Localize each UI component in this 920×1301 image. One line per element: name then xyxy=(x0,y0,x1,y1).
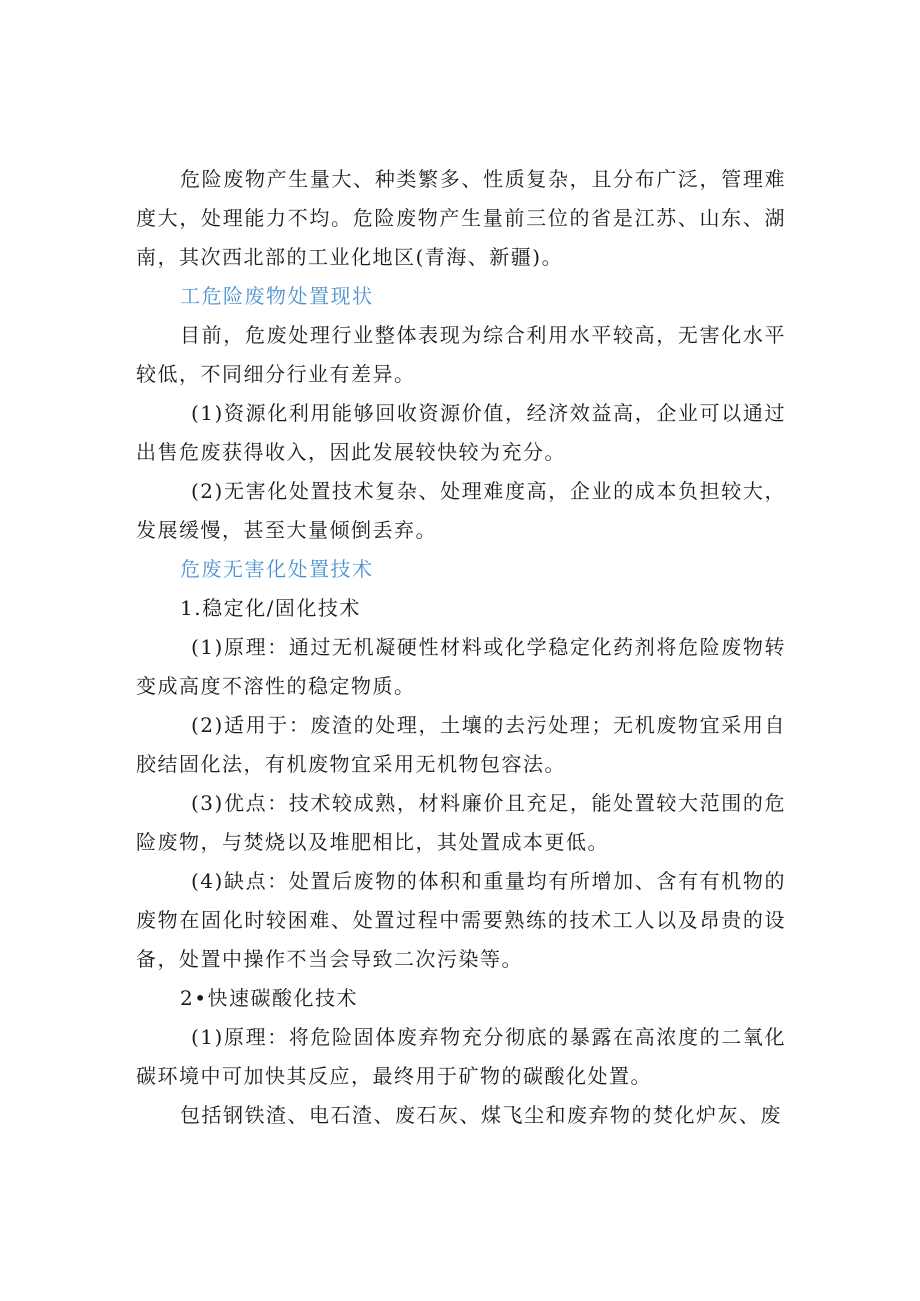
paragraph-applicable: (2)适用于：废渣的处理，土壤的去污处理；无机废物宜采用自胶结固化法，有机废物宜采用无机物包容法。 xyxy=(136,713,786,776)
paragraph-carbonation-principle: (1)原理：将危险固体废弃物充分彻底的暴露在高浓度的二氧化碳环境中可加快其反应，最终用于矿物的碳酸化处置。 xyxy=(136,1025,786,1088)
paragraph-harmless-disposal: (2)无害化处置技术复杂、处理难度高，企业的成本负担较大，发展缓慢，甚至大量倾倒丢弃。 xyxy=(136,479,786,542)
paragraph-intro: 危险废物产生量大、种类繁多、性质复杂，且分布广泛，管理难度大，处理能力不均。危险废物产生量前三位的省是江苏、山东、湖南，其次西北部的工业化地区(青海、新疆)。 xyxy=(136,167,786,269)
paragraph-includes: 包括钢铁渣、电石渣、废石灰、煤飞尘和废弃物的焚化炉灰、废 xyxy=(180,1103,782,1127)
section-heading-status: 工危险废物处置现状 xyxy=(180,284,374,308)
document-body xyxy=(136,160,786,1135)
paragraph-principle: (1)原理：通过无机凝硬性材料或化学稳定化药剂将危险废物转变成高度不溶性的稳定物质。 xyxy=(136,635,786,698)
subheading-stabilization: 1.稳定化/固化技术 xyxy=(180,596,361,620)
paragraph-disadvantages: (4)缺点：处置后废物的体积和重量均有所增加、含有有机物的废物在固化时较困难、处置过程中需要熟练的技术工人以及昂贵的设备，处置中操作不当会导致二次污染等。 xyxy=(136,869,786,971)
paragraph-resource-utilization: (1)资源化利用能够回收资源价值，经济效益高，企业可以通过出售危废获得收入，因此发展较快较为充分。 xyxy=(136,401,786,464)
paragraph-current: 目前，危废处理行业整体表现为综合利用水平较高，无害化水平较低，不同细分行业有差异。 xyxy=(136,323,786,386)
subheading-carbonation: 2•快速碳酸化技术 xyxy=(180,986,359,1010)
paragraph-advantages: (3)优点：技术较成熟，材料廉价且充足，能处置较大范围的危险废物，与焚烧以及堆肥相比，其处置成本更低。 xyxy=(136,791,786,854)
section-heading-technology: 危废无害化处置技术 xyxy=(180,557,374,581)
